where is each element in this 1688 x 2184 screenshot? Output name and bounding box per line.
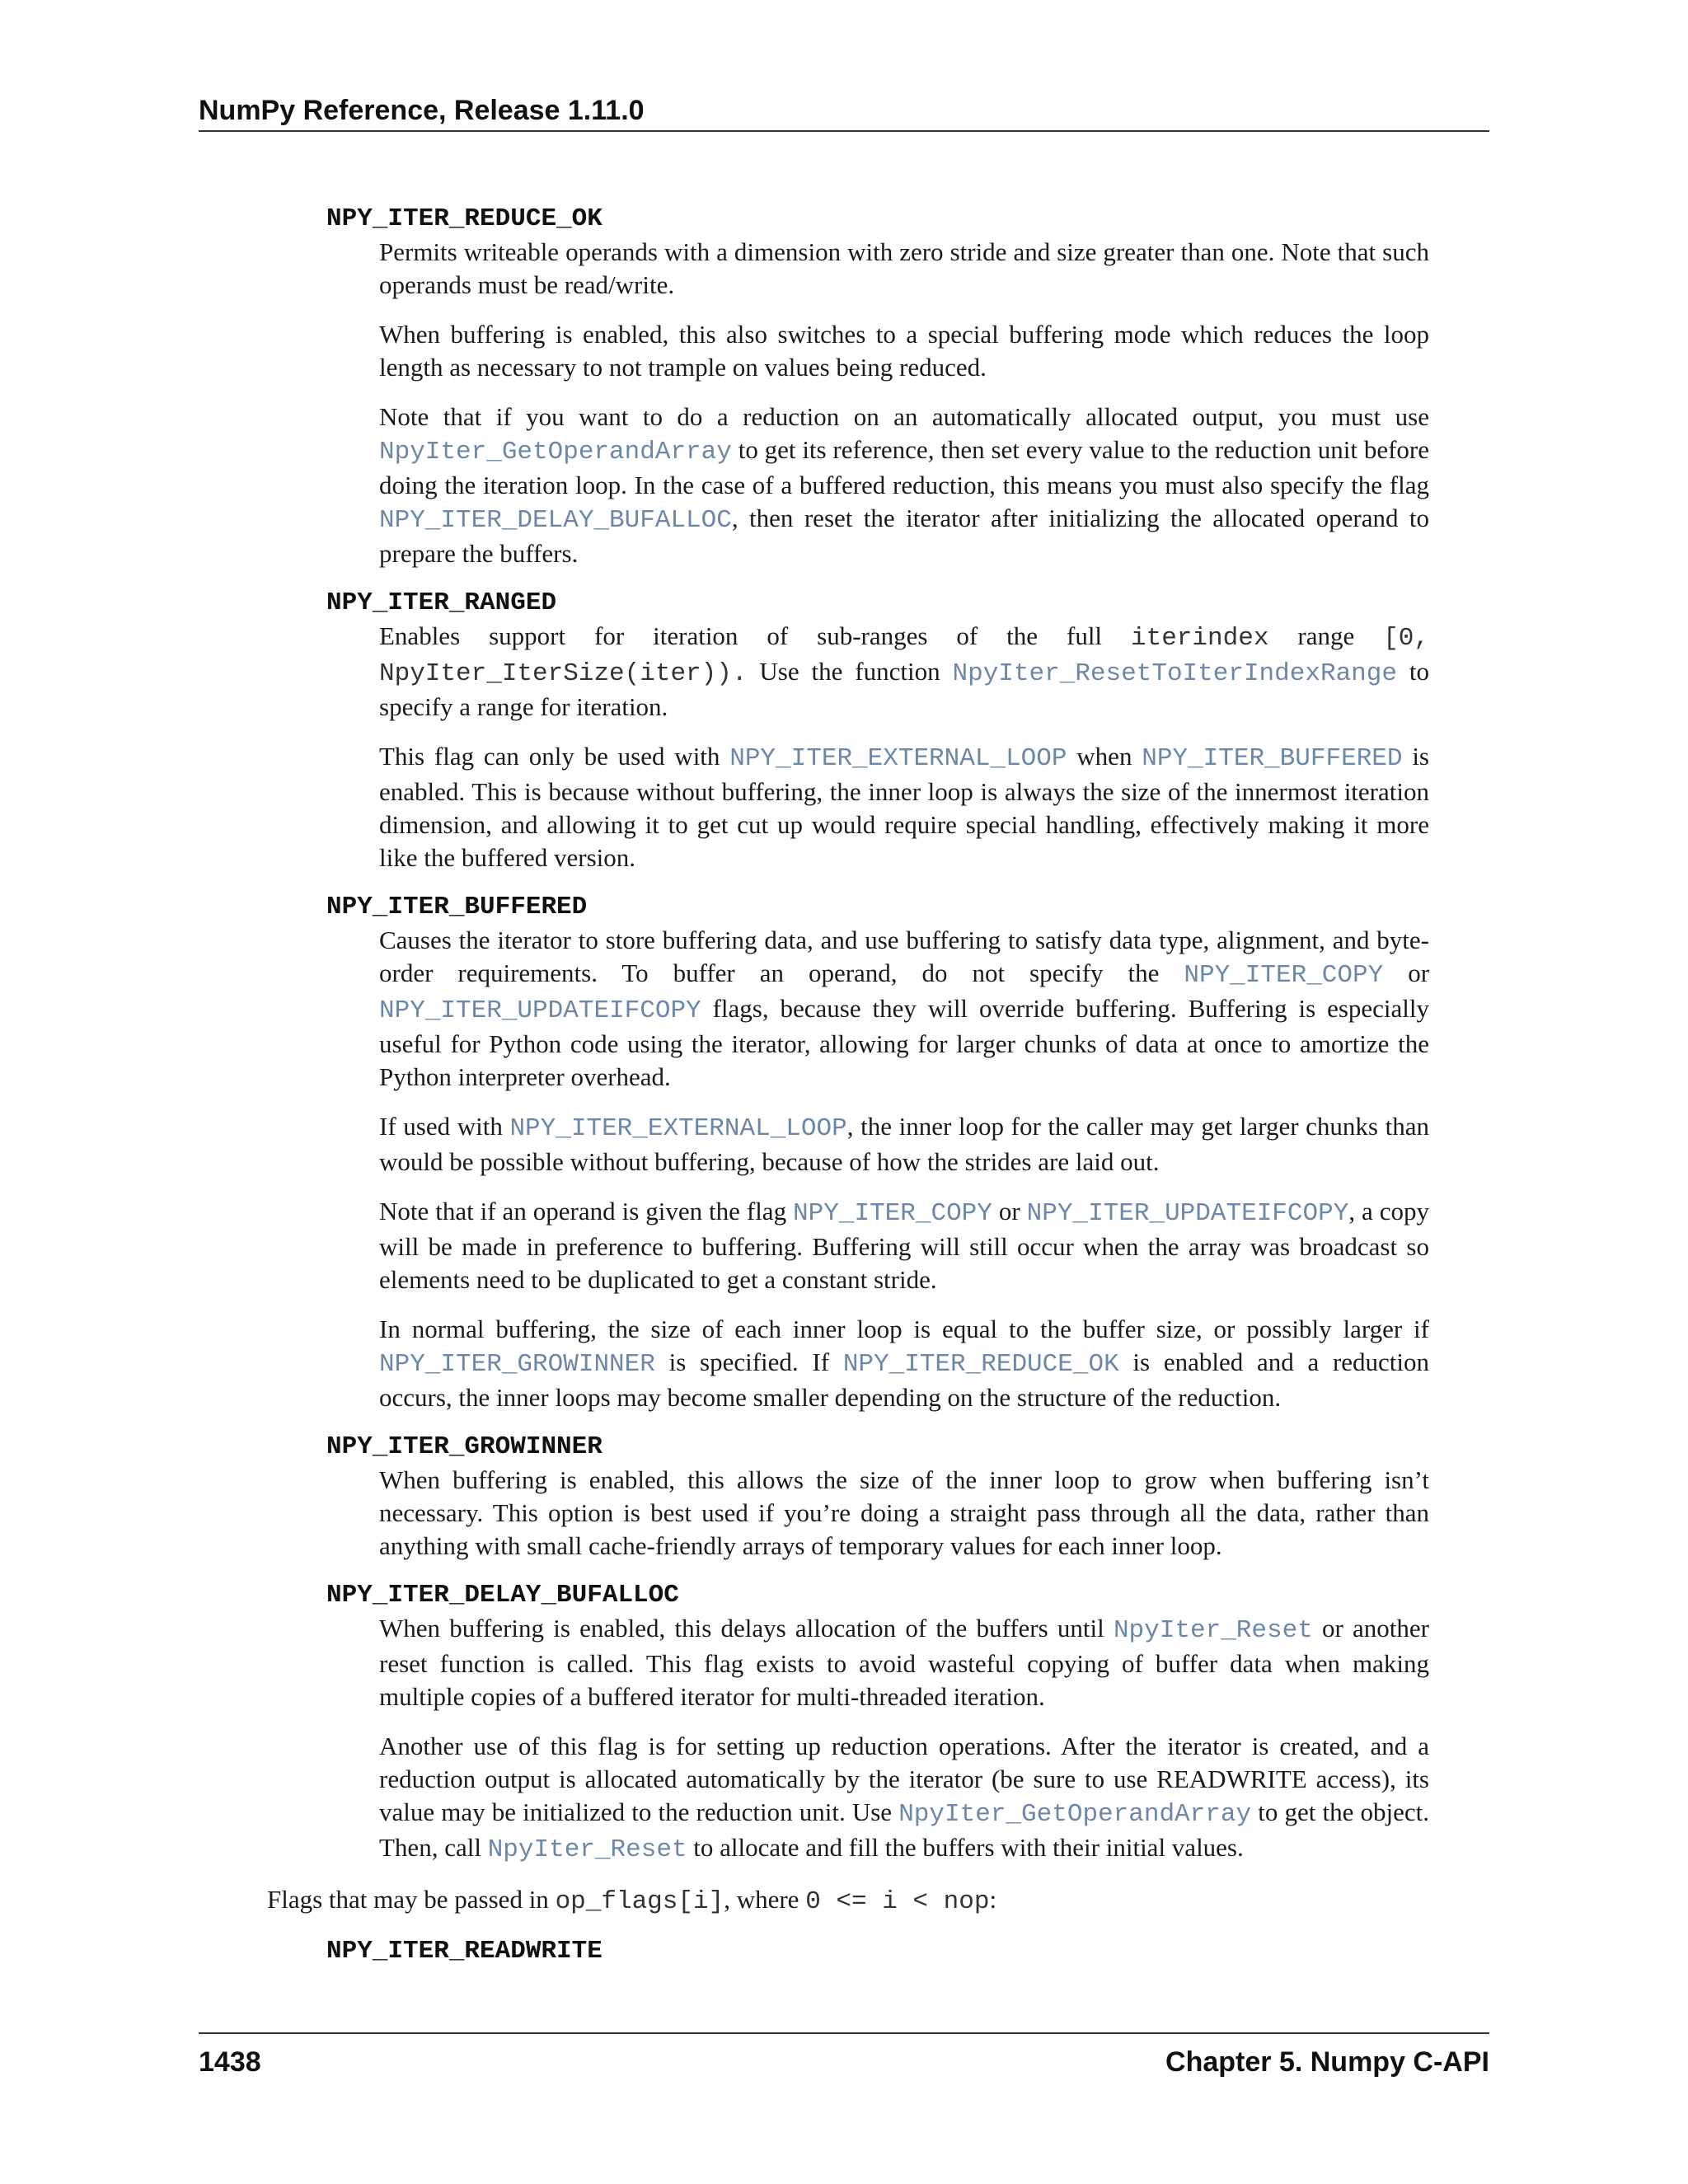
flag-name: NPY_ITER_DELAY_BUFALLOC [326,1581,679,1610]
ref-link[interactable]: NpyIter_ResetToIterIndexRange [952,659,1397,688]
text: Note that if you want to do a reduction on an automatically allocated output, you must use [379,402,1429,431]
flag-description [379,620,1429,874]
text: to get its reference, then set every value to the reduction unit before doing the iteration loop. In the case of a buffered reduction, this means you must also specify the flag [379,435,1430,499]
text: to allocate and fill the buffers with their initial values. [693,1833,1244,1862]
text: Causes the iterator to store buffering data, and use buffering to satisfy data type, alignment, and byte-order requirements. To buffer an operand, do not specify the [379,926,1429,987]
text: or another reset function is called. This flag exists to avoid wasteful copying of buffer data when making multiple copies of a buffered iterator for multi-threaded iteration. [379,1614,1430,1711]
flag-delay-bufalloc [326,1579,1429,1867]
ref-link[interactable]: NPY_ITER_COPY [793,1199,992,1228]
ref-link[interactable]: NPY_ITER_REDUCE_OK [842,1350,1119,1379]
flag-name: NPY_ITER_BUFFERED [326,893,588,921]
paragraph [379,740,1429,874]
text: when [1076,742,1132,771]
ref-link[interactable]: NPY_ITER_UPDATEIFCOPY [379,996,701,1025]
text: Note that if an operand is given the flag [379,1197,787,1226]
text: , a copy will be made in preference to buffering. Buffering will still occur when the array was broadcast so elements need to be duplicated to get a constant stride. [379,1197,1430,1294]
flag-name: NPY_ITER_GROWINNER [326,1432,603,1461]
flag-reduce-ok [326,203,1429,570]
flag-buffered [326,891,1429,1414]
text: When buffering is enabled, this delays allocation of the buffers until [379,1614,1104,1643]
paragraph: When buffering is enabled, this allows the size of the inner loop to grow when buffering isn’t necessary. This option is best used if you’re doing a straight pass through all the data, rather than anything with small cache-friendly arrays of temporary values for each inner loop. [379,1465,1429,1560]
op-flags-intro [267,1883,1429,1919]
flag-name: NPY_ITER_REDUCE_OK [326,204,603,233]
flag-description [379,1464,1429,1563]
flag-growinner [326,1431,1429,1563]
text: Enables support for iteration of sub-ranges of the full [379,621,1103,650]
document-title: NumPy Reference, Release 1.11.0 [199,95,645,126]
ref-link[interactable]: NPY_ITER_EXTERNAL_LOOP [729,744,1067,773]
paragraph [379,1195,1429,1296]
text: In normal buffering, the size of each inner loop is equal to the buffer size, or possibly larger if [379,1315,1429,1343]
text: range [1297,621,1355,650]
text: to get the object. Then, call [379,1797,1429,1862]
text: is enabled and a reduction occurs, the inner loops may become smaller depending on the structure of the reduction. [379,1347,1430,1412]
text: This flag can only be used with [379,742,720,771]
text: is specified. If [668,1347,830,1376]
text: is enabled. This is because without buffering, the inner loop is always the size of the innermost iteration dimension, and allowing it to get cut up would require special handling, effectively making it more like the buffered version. [379,742,1429,872]
page-number: 1438 [199,2046,261,2078]
ref-link[interactable]: NPY_ITER_GROWINNER [379,1350,655,1379]
text: flags, because they will override buffering. Buffering is especially useful for Python code using the iterator, allowing for larger chunks of data at once to amortize the Python interpreter overhead. [379,994,1430,1091]
flag-name: NPY_ITER_READWRITE [326,1937,603,1966]
paragraph [379,1730,1429,1867]
inline-code: iterindex [1131,624,1269,653]
flag-name: NPY_ITER_RANGED [326,588,557,617]
paragraph [379,1110,1429,1179]
paragraph [379,620,1429,724]
text: or [998,1197,1020,1226]
paragraph [379,924,1429,1094]
ref-link[interactable]: NpyIter_GetOperandArray [379,438,732,466]
text: Another use of this flag is for setting up reduction operations. After the iterator is created, and a reduction output is allocated automatically by the iterator (be sure to use READWRITE access), its value may be initialized to the reduction unit. Use [379,1732,1429,1826]
ref-link[interactable]: NPY_ITER_EXTERNAL_LOOP [509,1114,847,1143]
ref-link[interactable]: NPY_ITER_UPDATEIFCOPY [1026,1199,1349,1228]
text: to specify a range for iteration. [379,657,1430,721]
page-footer [199,2032,1489,2080]
inline-code: 0 <= i < nop [805,1887,990,1916]
flag-description [379,1612,1429,1867]
paragraph: Permits writeable operands with a dimension with zero stride and size greater than one. Note that such operands must be read/write. [379,237,1429,299]
chapter-title: Chapter 5. Numpy C-API [1165,2046,1489,2078]
paragraph [379,401,1429,570]
text: If used with [379,1112,503,1141]
flag-ranged [326,587,1429,874]
paragraph [379,1313,1429,1414]
ref-link[interactable]: NPY_ITER_DELAY_BUFALLOC [379,506,732,535]
ref-link[interactable]: NPY_ITER_COPY [1184,961,1384,990]
inline-code: op_flags[i] [555,1887,724,1916]
main-content [267,203,1430,1975]
text: : [989,1885,997,1914]
flag-readwrite [326,1935,1429,1968]
ref-link[interactable]: NpyIter_Reset [1113,1616,1313,1645]
text: , where [724,1885,799,1914]
flag-description [379,236,1429,570]
text: Use the function [759,657,940,686]
page-header [199,92,1489,132]
ref-link[interactable]: NPY_ITER_BUFFERED [1142,744,1403,773]
ref-link[interactable]: NpyIter_Reset [487,1835,687,1864]
paragraph: When buffering is enabled, this also switches to a special buffering mode which reduces the loop length as necessary to not trample on values being reduced. [379,320,1429,382]
text: , then reset the iterator after initializing the allocated operand to prepare the buffers. [379,504,1429,568]
inline-code: [0, NpyIter_IterSize(iter)). [379,624,1429,688]
text: , the inner loop for the caller may get larger chunks than would be possible without buffering, because of how the strides are laid out. [379,1112,1429,1176]
text: Flags that may be passed in [267,1885,549,1914]
flag-description [379,924,1429,1414]
ref-link[interactable]: NpyIter_GetOperandArray [898,1800,1252,1829]
paragraph [379,1612,1429,1713]
text: or [1408,958,1430,987]
